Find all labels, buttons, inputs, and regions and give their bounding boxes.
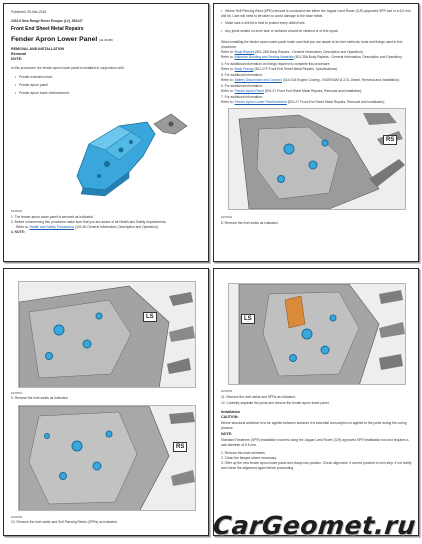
manual-page-2 (213, 3, 419, 262)
reference-line (221, 50, 364, 55)
title-code: (41.36.68) (99, 38, 113, 42)
reference-line (221, 89, 362, 94)
step-item (11, 520, 118, 525)
step-item (11, 220, 166, 225)
step-number: 8. (221, 221, 224, 225)
step-item (11, 215, 94, 220)
rs-rivet-figure (228, 108, 406, 210)
ref-prefix: Refer to: (221, 100, 235, 104)
step-number: 2. (11, 220, 14, 224)
intro-text: In this procedure, the fender apron lower panel is installed in conjunction with: (11, 66, 125, 70)
reference-line (221, 55, 403, 60)
adhesive-bonding-link[interactable]: Adhesive Bonding and Sealing Materials (234, 55, 294, 59)
vehicle-model: 2016.5 New Range Rover Evoque (LV), 551e27 (11, 19, 83, 23)
bullet-item: • Any joints sealed on inner side or surfaces should be cleaned or of this repair. (221, 29, 413, 34)
step-item (221, 221, 278, 226)
bullet-item: • Where Self Piercing Rivet (SPR) removal is conducted use either the Jaguar Land Rover (JLR) approved SPR tool or a 6.5 mm drill bit. Care will need to be taken to avoid damage to the base metal. (221, 9, 413, 18)
ref-suffix: (501-27F Front End Sheet Metal Repairs, Specifications). (253, 67, 339, 71)
step-number: 10. (11, 520, 16, 524)
reference-line: 4. For additional information on fixings required to complete this procedure: (221, 62, 331, 66)
figure-number: E150591 (11, 391, 23, 395)
note-text: Standard Fasteners (SPR) installation involves using the Jaguar Land Rover (JLR) approved SPR installation tool and requires a rate diameter of 6.5 mm. (221, 438, 409, 447)
body-fixings-link[interactable]: Body Fixings (234, 67, 254, 71)
ls-spr-figure (228, 283, 406, 385)
ref-prefix: Refer to: (221, 67, 235, 71)
install-step: 2. Clean the flanges where necessary. (221, 456, 277, 460)
ls-spr-illustration (229, 284, 406, 385)
bullet-item: • Fender apron lower reinforcement. (15, 91, 70, 96)
rs-spr-illustration (19, 406, 196, 511)
installation-heading: Installation (221, 410, 240, 414)
figure-number: E150592 (221, 215, 233, 219)
note-label: NOTE: (11, 57, 23, 61)
ref-suffix: (501-27 Front End Sheet Metal Repairs, Removal and Installation). (263, 89, 363, 93)
reference-line: 5. For additional information: (221, 73, 263, 77)
ref-prefix: Refer to: (221, 89, 235, 93)
side-badge: LS (241, 314, 255, 324)
figure-number: E150594 (221, 389, 233, 393)
step-reference (16, 225, 159, 230)
bullet-item: • Make sure a drill bit is held to protect every drilled hole. (221, 21, 413, 26)
title-text: Fender Apron Lower Panel (11, 36, 98, 43)
step-number: 3. (11, 230, 14, 234)
caution-text: Where structural adhesive is to be applied between surfaces it is essential consumption is applied to the joints during the curing process. (221, 421, 407, 430)
reference-line: 7. For additional information: (221, 95, 263, 99)
health-safety-link[interactable]: Health and Safety Precautions (29, 225, 75, 229)
step-text: Remove the rivet welds and Self Piercing Rivets (SPRs) as indicated. (16, 520, 118, 524)
reference-line: 6. For additional information: (221, 84, 263, 88)
step-number: 9. (11, 396, 14, 400)
step-text: Carefully separate the joints and remove the fender apron lower panel. (226, 401, 330, 405)
side-badge: LS (143, 312, 157, 322)
bullet-item: • Fender apron panel. (15, 83, 49, 88)
ls-rivet-illustration (19, 282, 196, 388)
battery-disconnect-link[interactable]: Battery Disconnect and Connect (234, 78, 282, 82)
fender-apron-panel-link[interactable]: Fender Apron Panel (234, 89, 264, 93)
lower-reinforcement-link[interactable]: Fender Apron Lower Reinforcement (234, 100, 287, 104)
step-text: Remove the rivet welds as indicated. (14, 396, 69, 400)
watermark-logo: CarGeomet.ru (211, 511, 418, 540)
step-text: NOTE: (14, 230, 25, 234)
step-text: The fender apron lower panel is serviced as indicated. (14, 215, 94, 219)
caution-label: CAUTION: (221, 415, 239, 419)
removal-heading: REMOVAL AND INSTALLATION (11, 47, 65, 51)
step-text: Remove the rivet welds as indicated. (224, 221, 279, 225)
ref-prefix: Refer to: (16, 225, 30, 229)
published-date: Published: 25-Mar-2015 (11, 10, 47, 14)
step-item (221, 395, 296, 400)
ref-prefix: Refer to: (221, 55, 235, 59)
step-number: 12. (221, 401, 226, 405)
body-repairs-link[interactable]: Body Repairs (234, 50, 255, 54)
step-item (221, 401, 330, 406)
step-item (11, 230, 25, 235)
removal-label: Removal (11, 52, 26, 56)
figure-number: E150520 (11, 209, 23, 213)
step-text: Before commencing this procedure make sure that you are aware of all Health and Safety requirements. (14, 220, 167, 224)
reference-line (221, 100, 385, 105)
ref-suffix: (501-27 Front End Sheet Metal Repairs, Removal and Installation). (286, 100, 386, 104)
page-title (11, 36, 113, 44)
ref-suffix: (501-25A Body Repairs - General Information, Description and Operation). (254, 50, 364, 54)
side-badge: RS (383, 135, 397, 145)
install-step: 1. Remove the main elements. (221, 451, 266, 455)
reference-line (221, 67, 338, 72)
figure-number: E150593 (11, 515, 23, 519)
manual-page-1 (3, 3, 209, 262)
rs-spr-figure (18, 405, 196, 511)
step-number: 1. (11, 215, 14, 219)
ref-suffix: (100-00 General Information, Description and Operation). (74, 225, 159, 229)
section-title: Front End Sheet Metal Repairs (11, 26, 84, 32)
bullet-item: • Fender extension front. (15, 75, 53, 80)
ref-suffix: (501-25A Body Repairs - General Information, Description and Operation). (293, 55, 403, 59)
side-badge: RS (173, 442, 187, 452)
manual-page-3 (3, 268, 209, 536)
step-item (11, 396, 68, 401)
install-step: 3. Offer up the new fender apron lower panel and clamp into position. Check alignment. If correct proceed to next step, if not rectify and check the alignment again before proceeding. (221, 461, 412, 470)
note-label: NOTE: (221, 432, 233, 436)
step-text: Remove the rivet welds and SPRs as indicated. (226, 395, 296, 399)
ref-suffix: (414-01A Engine Cooling - INGENIUM I4 2.0L Diesel, Removal and Installation). (281, 78, 400, 82)
ls-rivet-figure (18, 281, 196, 388)
manual-page-4 (213, 268, 419, 536)
reference-line (221, 78, 400, 83)
rs-rivet-illustration (229, 109, 406, 210)
fender-apron-panel-illustration (59, 104, 194, 204)
step-number: 11. (221, 395, 226, 399)
ref-prefix: Refer to: (221, 50, 235, 54)
intro-paragraph: When installing the fender apron lower panel make sure that you are aware of all rivet methods, tools and fixings used in this procedure. (221, 40, 403, 49)
ref-prefix: Refer to: (221, 78, 235, 82)
